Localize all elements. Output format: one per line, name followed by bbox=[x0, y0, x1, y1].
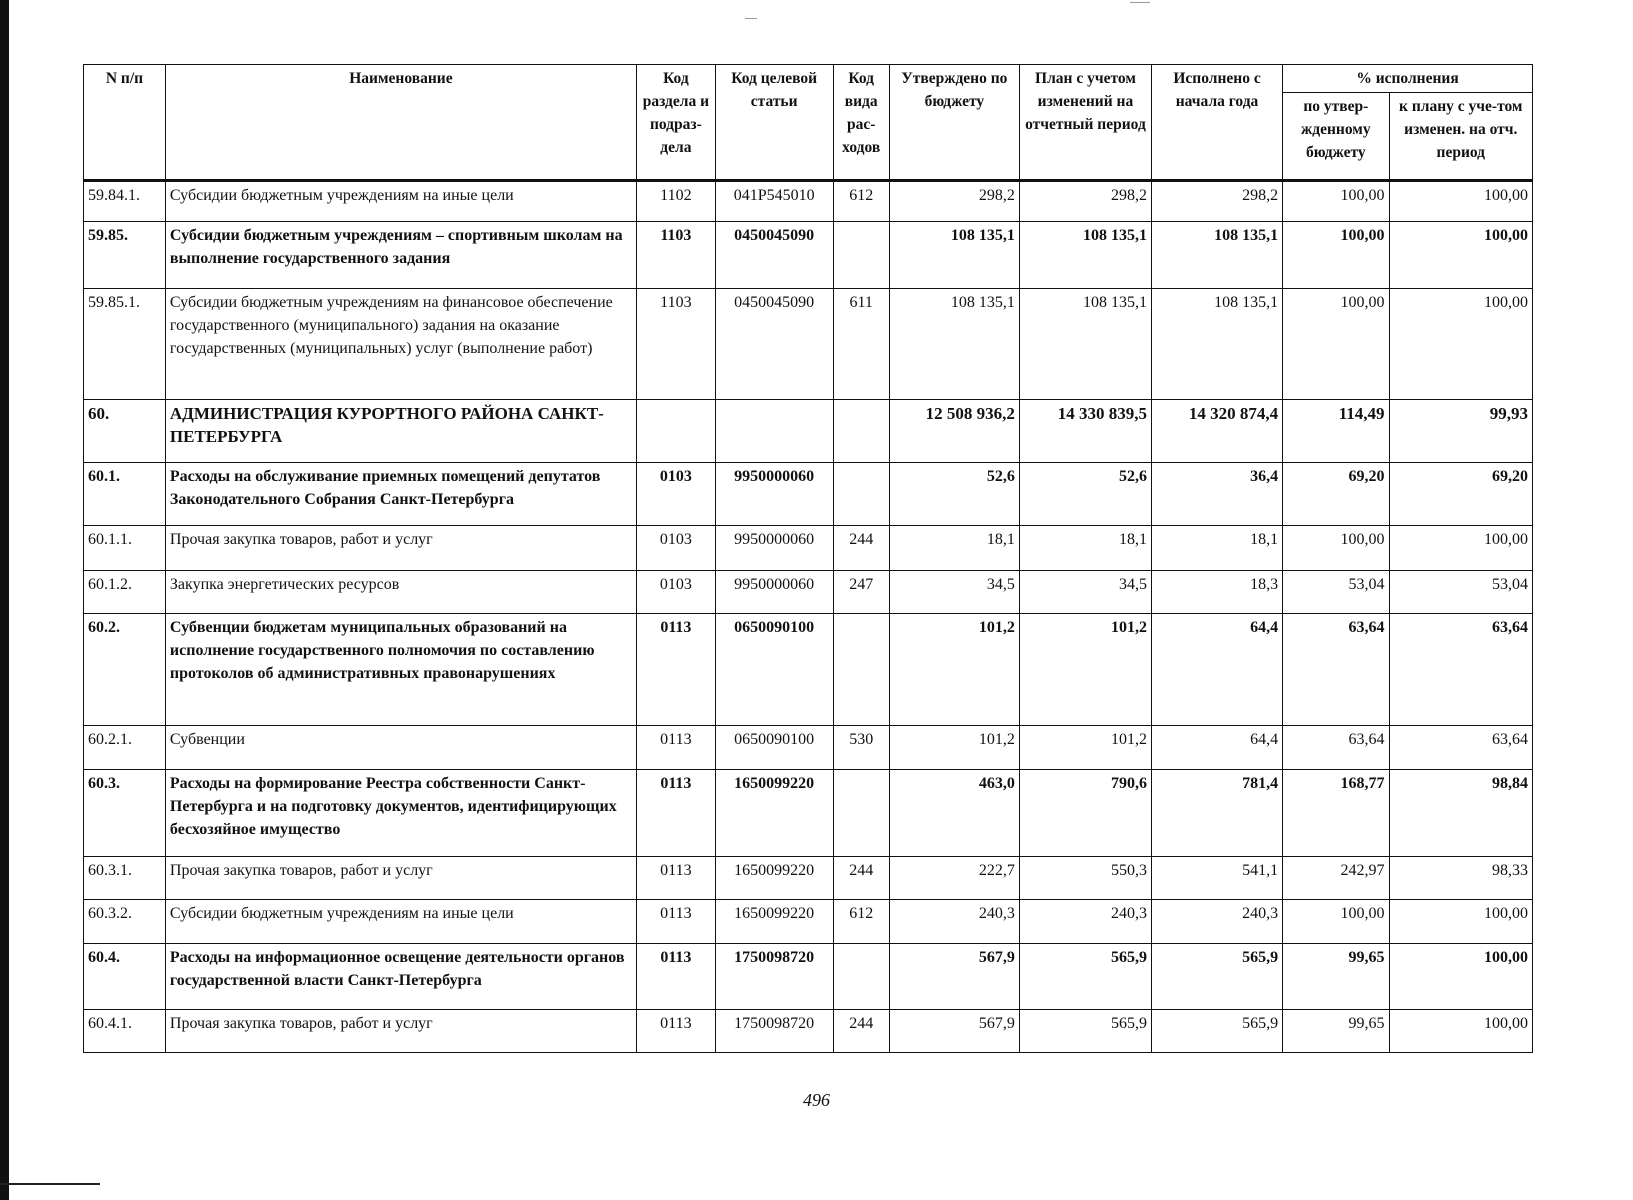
row-pct-plan: 100,00 bbox=[1389, 289, 1532, 400]
row-pct-approved: 114,49 bbox=[1283, 400, 1389, 463]
table-row bbox=[84, 289, 1533, 400]
row-expense-type: 530 bbox=[833, 726, 889, 770]
row-pct-approved: 168,77 bbox=[1283, 770, 1389, 857]
row-section-code: 0103 bbox=[636, 526, 715, 571]
row-executed: 108 135,1 bbox=[1152, 222, 1283, 289]
row-name: Расходы на формирование Реестра собственности Санкт-Петербурга и на подготовку документов, идентифицирующих бесхозяйное имущество bbox=[165, 770, 636, 857]
row-executed: 565,9 bbox=[1152, 1010, 1283, 1053]
row-pct-plan: 98,84 bbox=[1389, 770, 1532, 857]
header-plan: План с учетом изменений на отчетный период bbox=[1019, 65, 1151, 181]
budget-table bbox=[83, 64, 1533, 1053]
header-section-code: Код раздела и подраз-дела bbox=[636, 65, 715, 181]
row-executed: 14 320 874,4 bbox=[1152, 400, 1283, 463]
scan-artifact bbox=[745, 18, 757, 19]
table-header bbox=[84, 65, 1533, 181]
row-approved: 463,0 bbox=[889, 770, 1019, 857]
row-section-code bbox=[636, 400, 715, 463]
row-plan: 298,2 bbox=[1019, 181, 1151, 222]
row-section-code: 0103 bbox=[636, 571, 715, 614]
header-number: N п/п bbox=[84, 65, 166, 181]
page-number: 496 bbox=[803, 1090, 830, 1110]
table-row bbox=[84, 944, 1533, 1010]
row-name: Субсидии бюджетным учреждениям на иные цели bbox=[165, 181, 636, 222]
row-approved: 34,5 bbox=[889, 571, 1019, 614]
table-row bbox=[84, 526, 1533, 571]
header-target-code: Код целевой статьи bbox=[715, 65, 833, 181]
header-name: Наименование bbox=[165, 65, 636, 181]
row-target-code: 9950000060 bbox=[715, 526, 833, 571]
row-target-code: 0450045090 bbox=[715, 222, 833, 289]
row-approved: 101,2 bbox=[889, 614, 1019, 726]
row-section-code: 1103 bbox=[636, 289, 715, 400]
row-name: Прочая закупка товаров, работ и услуг bbox=[165, 857, 636, 900]
row-number: 60.3.1. bbox=[84, 857, 166, 900]
table-row bbox=[84, 614, 1533, 726]
row-section-code: 1103 bbox=[636, 222, 715, 289]
row-target-code: 9950000060 bbox=[715, 571, 833, 614]
row-number: 60.1.2. bbox=[84, 571, 166, 614]
row-pct-plan: 98,33 bbox=[1389, 857, 1532, 900]
row-target-code: 0650090100 bbox=[715, 726, 833, 770]
row-name: Прочая закупка товаров, работ и услуг bbox=[165, 1010, 636, 1053]
row-pct-plan: 63,64 bbox=[1389, 726, 1532, 770]
row-plan: 101,2 bbox=[1019, 726, 1151, 770]
row-expense-type bbox=[833, 770, 889, 857]
table-row bbox=[84, 181, 1533, 222]
row-name: Субсидии бюджетным учреждениям – спортивным школам на выполнение государственного задания bbox=[165, 222, 636, 289]
row-pct-plan: 53,04 bbox=[1389, 571, 1532, 614]
row-number: 60.4.1. bbox=[84, 1010, 166, 1053]
row-executed: 565,9 bbox=[1152, 944, 1283, 1010]
row-section-code: 0113 bbox=[636, 857, 715, 900]
row-number: 60.1. bbox=[84, 463, 166, 526]
header-approved: Утверждено по бюджету bbox=[889, 65, 1019, 181]
row-pct-approved: 100,00 bbox=[1283, 526, 1389, 571]
row-target-code: 1650099220 bbox=[715, 900, 833, 944]
row-approved: 108 135,1 bbox=[889, 289, 1019, 400]
row-target-code: 1750098720 bbox=[715, 944, 833, 1010]
row-name: Субвенции bbox=[165, 726, 636, 770]
row-target-code: 1750098720 bbox=[715, 1010, 833, 1053]
row-expense-type: 244 bbox=[833, 526, 889, 571]
row-target-code: 0650090100 bbox=[715, 614, 833, 726]
row-executed: 298,2 bbox=[1152, 181, 1283, 222]
row-executed: 64,4 bbox=[1152, 726, 1283, 770]
row-section-code: 1102 bbox=[636, 181, 715, 222]
row-pct-approved: 99,65 bbox=[1283, 1010, 1389, 1053]
row-name: Субсидии бюджетным учреждениям на иные цели bbox=[165, 900, 636, 944]
row-plan: 101,2 bbox=[1019, 614, 1151, 726]
row-expense-type bbox=[833, 944, 889, 1010]
row-number: 59.85. bbox=[84, 222, 166, 289]
row-approved: 567,9 bbox=[889, 1010, 1019, 1053]
header-percent-of-plan: к плану с уче-том изменен. на отч. период bbox=[1389, 93, 1532, 181]
row-target-code: 1650099220 bbox=[715, 857, 833, 900]
row-plan: 18,1 bbox=[1019, 526, 1151, 571]
row-approved: 298,2 bbox=[889, 181, 1019, 222]
table-row bbox=[84, 463, 1533, 526]
table-row bbox=[84, 857, 1533, 900]
table-row bbox=[84, 222, 1533, 289]
row-expense-type: 247 bbox=[833, 571, 889, 614]
row-approved: 18,1 bbox=[889, 526, 1019, 571]
row-executed: 36,4 bbox=[1152, 463, 1283, 526]
row-plan: 14 330 839,5 bbox=[1019, 400, 1151, 463]
row-number: 60. bbox=[84, 400, 166, 463]
row-pct-approved: 99,65 bbox=[1283, 944, 1389, 1010]
row-pct-plan: 63,64 bbox=[1389, 614, 1532, 726]
row-pct-approved: 100,00 bbox=[1283, 289, 1389, 400]
row-pct-approved: 69,20 bbox=[1283, 463, 1389, 526]
row-target-code: 0450045090 bbox=[715, 289, 833, 400]
row-pct-approved: 63,64 bbox=[1283, 726, 1389, 770]
row-target-code: 9950000060 bbox=[715, 463, 833, 526]
row-name: Расходы на обслуживание приемных помещений депутатов Законодательного Собрания Санкт-Петербурга bbox=[165, 463, 636, 526]
row-target-code: 041P545010 bbox=[715, 181, 833, 222]
row-expense-type: 244 bbox=[833, 1010, 889, 1053]
row-name: Субсидии бюджетным учреждениям на финансовое обеспечение государственного (муниципального) задания на оказание государственных (муниципальных) услуг (выполнение работ) bbox=[165, 289, 636, 400]
row-executed: 781,4 bbox=[1152, 770, 1283, 857]
row-expense-type: 244 bbox=[833, 857, 889, 900]
row-pct-approved: 100,00 bbox=[1283, 181, 1389, 222]
table-row bbox=[84, 1010, 1533, 1053]
row-pct-plan: 100,00 bbox=[1389, 900, 1532, 944]
row-plan: 108 135,1 bbox=[1019, 222, 1151, 289]
row-number: 60.3.2. bbox=[84, 900, 166, 944]
row-pct-plan: 99,93 bbox=[1389, 400, 1532, 463]
row-section-code: 0113 bbox=[636, 770, 715, 857]
row-expense-type: 611 bbox=[833, 289, 889, 400]
row-number: 60.1.1. bbox=[84, 526, 166, 571]
row-section-code: 0113 bbox=[636, 726, 715, 770]
row-name: Расходы на информационное освещение деятельности органов государственной власти Санкт-Петербурга bbox=[165, 944, 636, 1010]
row-approved: 101,2 bbox=[889, 726, 1019, 770]
row-pct-plan: 100,00 bbox=[1389, 526, 1532, 571]
row-executed: 64,4 bbox=[1152, 614, 1283, 726]
row-name: Закупка энергетических ресурсов bbox=[165, 571, 636, 614]
row-pct-approved: 100,00 bbox=[1283, 900, 1389, 944]
table-row bbox=[84, 726, 1533, 770]
row-plan: 52,6 bbox=[1019, 463, 1151, 526]
row-number: 60.3. bbox=[84, 770, 166, 857]
row-number: 59.85.1. bbox=[84, 289, 166, 400]
row-approved: 222,7 bbox=[889, 857, 1019, 900]
row-section-code: 0113 bbox=[636, 614, 715, 726]
scan-edge-mark bbox=[0, 1183, 100, 1185]
row-approved: 240,3 bbox=[889, 900, 1019, 944]
row-target-code bbox=[715, 400, 833, 463]
row-executed: 541,1 bbox=[1152, 857, 1283, 900]
row-pct-plan: 100,00 bbox=[1389, 944, 1532, 1010]
table-row bbox=[84, 900, 1533, 944]
row-section-code: 0103 bbox=[636, 463, 715, 526]
row-expense-type: 612 bbox=[833, 900, 889, 944]
header-executed: Исполнено с начала года bbox=[1152, 65, 1283, 181]
row-plan: 790,6 bbox=[1019, 770, 1151, 857]
row-plan: 108 135,1 bbox=[1019, 289, 1151, 400]
row-plan: 550,3 bbox=[1019, 857, 1151, 900]
table-row bbox=[84, 770, 1533, 857]
row-pct-approved: 100,00 bbox=[1283, 222, 1389, 289]
row-expense-type bbox=[833, 463, 889, 526]
row-expense-type bbox=[833, 614, 889, 726]
row-executed: 18,3 bbox=[1152, 571, 1283, 614]
row-name: Субвенции бюджетам муниципальных образований на исполнение государственного полномочия по составлению протоколов об административных правонарушениях bbox=[165, 614, 636, 726]
scan-artifact bbox=[1130, 2, 1150, 3]
row-pct-plan: 100,00 bbox=[1389, 181, 1532, 222]
row-executed: 18,1 bbox=[1152, 526, 1283, 571]
row-section-code: 0113 bbox=[636, 944, 715, 1010]
table-row bbox=[84, 571, 1533, 614]
row-number: 60.2. bbox=[84, 614, 166, 726]
row-plan: 240,3 bbox=[1019, 900, 1151, 944]
header-percent-execution: % исполнения bbox=[1283, 65, 1533, 93]
row-expense-type bbox=[833, 400, 889, 463]
row-plan: 565,9 bbox=[1019, 1010, 1151, 1053]
row-approved: 12 508 936,2 bbox=[889, 400, 1019, 463]
row-pct-approved: 242,97 bbox=[1283, 857, 1389, 900]
table-body bbox=[84, 181, 1533, 1053]
header-percent-of-approved: по утвер-жденному бюджету bbox=[1283, 93, 1389, 181]
scan-edge-bar bbox=[0, 0, 9, 1200]
row-pct-approved: 63,64 bbox=[1283, 614, 1389, 726]
row-plan: 34,5 bbox=[1019, 571, 1151, 614]
row-pct-plan: 69,20 bbox=[1389, 463, 1532, 526]
row-name: Прочая закупка товаров, работ и услуг bbox=[165, 526, 636, 571]
row-expense-type bbox=[833, 222, 889, 289]
row-pct-plan: 100,00 bbox=[1389, 222, 1532, 289]
row-number: 60.4. bbox=[84, 944, 166, 1010]
row-expense-type: 612 bbox=[833, 181, 889, 222]
row-approved: 567,9 bbox=[889, 944, 1019, 1010]
row-plan: 565,9 bbox=[1019, 944, 1151, 1010]
row-pct-plan: 100,00 bbox=[1389, 1010, 1532, 1053]
row-number: 60.2.1. bbox=[84, 726, 166, 770]
row-section-code: 0113 bbox=[636, 900, 715, 944]
row-approved: 108 135,1 bbox=[889, 222, 1019, 289]
row-executed: 108 135,1 bbox=[1152, 289, 1283, 400]
row-pct-approved: 53,04 bbox=[1283, 571, 1389, 614]
row-number: 59.84.1. bbox=[84, 181, 166, 222]
row-target-code: 1650099220 bbox=[715, 770, 833, 857]
row-name: АДМИНИСТРАЦИЯ КУРОРТНОГО РАЙОНА САНКТ-ПЕТЕРБУРГА bbox=[165, 400, 636, 463]
row-approved: 52,6 bbox=[889, 463, 1019, 526]
row-executed: 240,3 bbox=[1152, 900, 1283, 944]
row-section-code: 0113 bbox=[636, 1010, 715, 1053]
header-expense-type-code: Код вида рас-ходов bbox=[833, 65, 889, 181]
table-row bbox=[84, 400, 1533, 463]
